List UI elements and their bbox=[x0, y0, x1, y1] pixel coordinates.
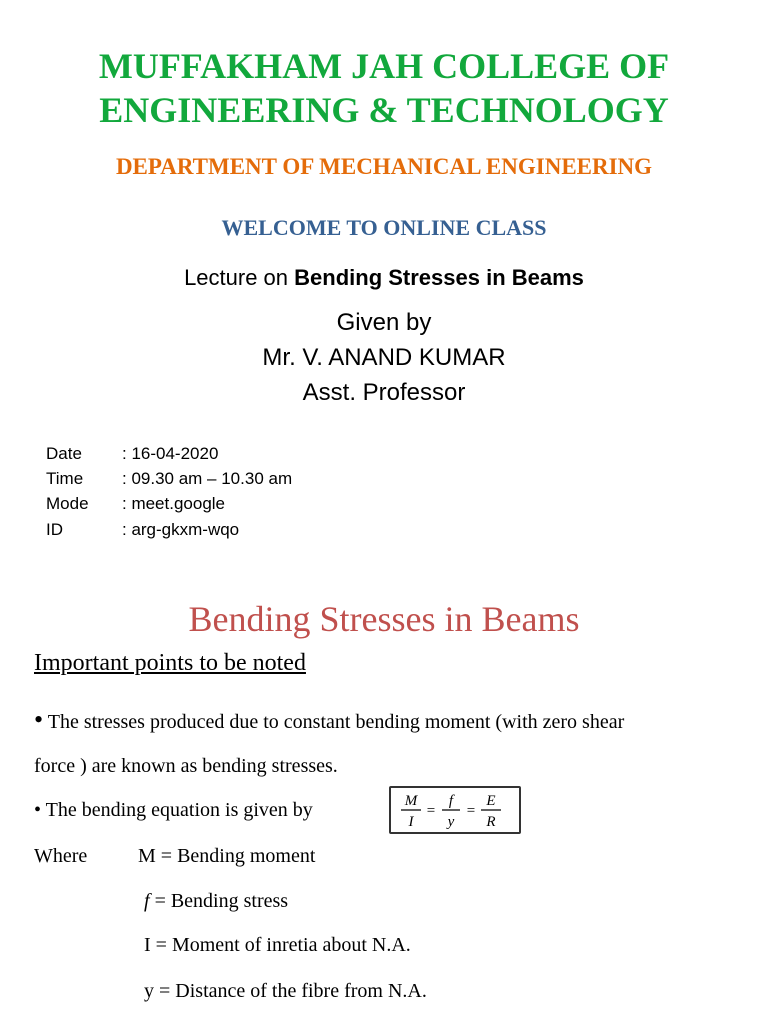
point-2-text: • The bending equation is given by bbox=[34, 799, 313, 821]
formula-i: I bbox=[408, 814, 414, 830]
meta-label: Mode bbox=[46, 494, 89, 513]
point-1-line-1 bbox=[34, 705, 625, 734]
slide-subheading: Important points to be noted bbox=[34, 650, 306, 676]
definition-text: = Bending stress bbox=[149, 890, 289, 912]
formula-r: R bbox=[486, 814, 496, 830]
definition-i bbox=[144, 934, 411, 957]
bending-equation-box bbox=[389, 786, 521, 834]
definition-symbol: M bbox=[138, 845, 156, 867]
lecture-title bbox=[0, 265, 768, 291]
bending-equation bbox=[391, 788, 519, 832]
lecturer-designation: Asst. Professor bbox=[302, 379, 466, 406]
meta-value: : arg-gkxm-wqo bbox=[122, 520, 240, 539]
meta-value: : 16-04-2020 bbox=[122, 444, 219, 463]
meta-label: ID bbox=[46, 520, 63, 539]
lecture-prefix: Lecture on bbox=[184, 265, 295, 290]
department-heading: DEPARTMENT OF MECHANICAL ENGINEERING bbox=[115, 154, 653, 179]
formula-equals: = bbox=[426, 803, 436, 819]
formula-e: E bbox=[486, 793, 496, 809]
definition-f bbox=[144, 890, 288, 913]
meta-row-date bbox=[46, 444, 218, 464]
definition-m bbox=[138, 845, 315, 868]
meta-value: : 09.30 am – 10.30 am bbox=[122, 469, 293, 488]
meta-row-mode bbox=[46, 494, 225, 514]
meta-label: Time bbox=[46, 469, 84, 488]
formula-m: M bbox=[404, 793, 418, 809]
college-name-line-2: ENGINEERING & TECHNOLOGY bbox=[99, 90, 669, 130]
formula-y: y bbox=[447, 814, 455, 830]
definition-symbol: I bbox=[144, 934, 151, 956]
bullet-icon: • bbox=[34, 705, 44, 734]
definition-symbol: f bbox=[144, 890, 150, 912]
definition-text: = Bending moment bbox=[155, 845, 316, 867]
meta-value: : meet.google bbox=[122, 494, 226, 513]
formula-f: f bbox=[448, 793, 454, 809]
welcome-heading: WELCOME TO ONLINE CLASS bbox=[221, 215, 547, 240]
lecturer-name: Mr. V. ANAND KUMAR bbox=[262, 344, 506, 371]
meta-row-id bbox=[46, 520, 239, 540]
formula-equals: = bbox=[466, 803, 476, 819]
definition-text: = Distance of the fibre from N.A. bbox=[154, 980, 427, 1002]
lecture-topic: Bending Stresses in Beams bbox=[294, 265, 584, 290]
point-1-line-2: force ) are known as bending stresses. bbox=[34, 755, 338, 777]
definition-symbol: y bbox=[144, 980, 154, 1002]
definition-y bbox=[144, 980, 427, 1003]
definition-text: = Moment of inretia about N.A. bbox=[150, 934, 411, 956]
point-1-text: The stresses produced due to constant bending moment (with zero shear bbox=[47, 711, 625, 733]
given-by-label: Given by bbox=[336, 309, 432, 336]
where-label: Where bbox=[34, 845, 88, 867]
slide-title: Bending Stresses in Beams bbox=[188, 599, 580, 639]
college-name-line-1: MUFFAKHAM JAH COLLEGE OF bbox=[98, 46, 670, 86]
meta-label: Date bbox=[46, 444, 82, 463]
meta-row-time bbox=[46, 469, 292, 489]
